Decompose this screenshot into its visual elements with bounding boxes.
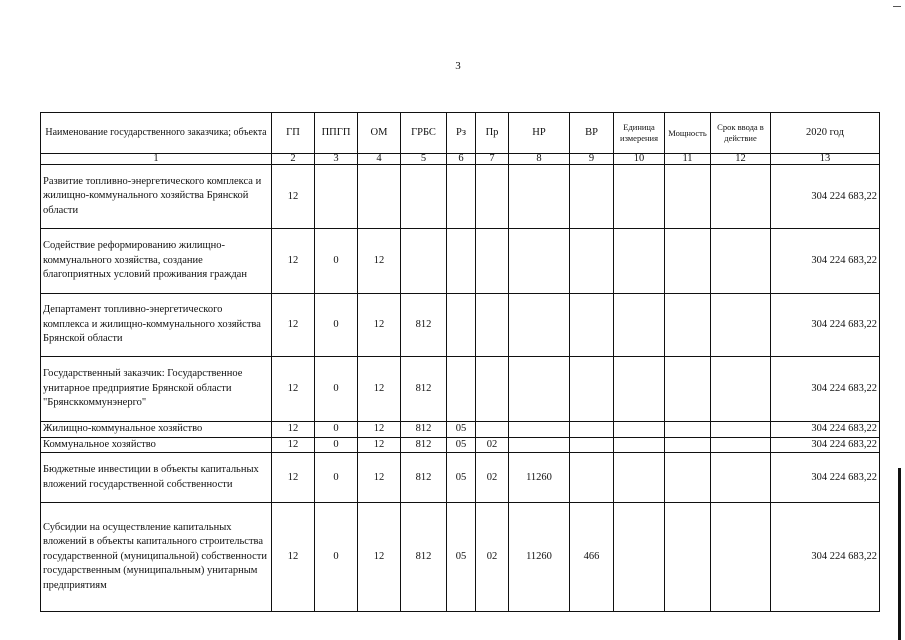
cell-capacity bbox=[665, 422, 711, 438]
column-number: 13 bbox=[771, 154, 880, 165]
cell-grbs: 812 bbox=[401, 503, 447, 612]
cell-term bbox=[711, 437, 771, 453]
cell-unit bbox=[614, 357, 665, 422]
column-number: 8 bbox=[509, 154, 570, 165]
cell-pr bbox=[476, 294, 509, 357]
row-name: Бюджетные инвестиции в объекты капитальных вложений государственной собственности bbox=[41, 453, 272, 503]
header-rz: Рз bbox=[447, 113, 476, 154]
cell-amount: 304 224 683,22 bbox=[771, 422, 880, 438]
table-row bbox=[41, 294, 880, 357]
cell-om: 12 bbox=[358, 437, 401, 453]
cell-rz bbox=[447, 294, 476, 357]
cell-amount: 304 224 683,22 bbox=[771, 357, 880, 422]
cell-amount: 304 224 683,22 bbox=[771, 453, 880, 503]
cell-grbs: 812 bbox=[401, 453, 447, 503]
cell-grbs bbox=[401, 229, 447, 294]
cell-grbs: 812 bbox=[401, 422, 447, 438]
header-vr: ВР bbox=[570, 113, 614, 154]
header-unit: Единица измерения bbox=[614, 113, 665, 154]
row-name: Субсидии на осуществление капитальных вложений в объекты капитального строительства государственной (муниципальной) собственности государственным (муниципальным) унитарным предприятиям bbox=[41, 503, 272, 612]
row-name: Развитие топливно-энергетического комплекса и жилищно-коммунального хозяйства Брянской области bbox=[41, 165, 272, 229]
cell-om: 12 bbox=[358, 453, 401, 503]
cell-capacity bbox=[665, 453, 711, 503]
cell-capacity bbox=[665, 165, 711, 229]
cell-capacity bbox=[665, 503, 711, 612]
cell-pr: 02 bbox=[476, 503, 509, 612]
scan-edge-bar bbox=[898, 468, 901, 640]
cell-term bbox=[711, 165, 771, 229]
cell-gp: 12 bbox=[272, 229, 315, 294]
cell-amount: 304 224 683,22 bbox=[771, 229, 880, 294]
table-row bbox=[41, 229, 880, 294]
cell-ppgp: 0 bbox=[315, 503, 358, 612]
cell-nr bbox=[509, 165, 570, 229]
column-number: 2 bbox=[272, 154, 315, 165]
table-row bbox=[41, 357, 880, 422]
cell-unit bbox=[614, 229, 665, 294]
row-name: Государственный заказчик: Государственное унитарное предприятие Брянской области "Брянсккоммунэнерго" bbox=[41, 357, 272, 422]
cell-vr bbox=[570, 453, 614, 503]
cell-amount: 304 224 683,22 bbox=[771, 503, 880, 612]
cell-unit bbox=[614, 294, 665, 357]
cell-pr bbox=[476, 165, 509, 229]
column-number: 7 bbox=[476, 154, 509, 165]
cell-nr: 11260 bbox=[509, 503, 570, 612]
cell-pr: 02 bbox=[476, 437, 509, 453]
header-nr: НР bbox=[509, 113, 570, 154]
cell-pr bbox=[476, 422, 509, 438]
cell-vr: 466 bbox=[570, 503, 614, 612]
cell-ppgp: 0 bbox=[315, 294, 358, 357]
cell-ppgp: 0 bbox=[315, 422, 358, 438]
cell-rz: 05 bbox=[447, 422, 476, 438]
column-number: 10 bbox=[614, 154, 665, 165]
cell-nr bbox=[509, 437, 570, 453]
header-term: Срок ввода в действие bbox=[711, 113, 771, 154]
cell-gp: 12 bbox=[272, 437, 315, 453]
column-number: 1 bbox=[41, 154, 272, 165]
cell-unit bbox=[614, 453, 665, 503]
cell-nr: 11260 bbox=[509, 453, 570, 503]
row-name: Жилищно-коммунальное хозяйство bbox=[41, 422, 272, 438]
header-om: ОМ bbox=[358, 113, 401, 154]
header-pr: Пр bbox=[476, 113, 509, 154]
cell-nr bbox=[509, 294, 570, 357]
cell-pr bbox=[476, 357, 509, 422]
row-name: Департамент топливно-энергетического комплекса и жилищно-коммунального хозяйства Брянской области bbox=[41, 294, 272, 357]
cell-vr bbox=[570, 422, 614, 438]
cell-term bbox=[711, 503, 771, 612]
cell-nr bbox=[509, 229, 570, 294]
cell-amount: 304 224 683,22 bbox=[771, 437, 880, 453]
column-number: 3 bbox=[315, 154, 358, 165]
cell-gp: 12 bbox=[272, 294, 315, 357]
scan-edge-mark bbox=[893, 6, 901, 7]
header-year: 2020 год bbox=[771, 113, 880, 154]
cell-ppgp: 0 bbox=[315, 437, 358, 453]
cell-pr bbox=[476, 229, 509, 294]
cell-rz bbox=[447, 229, 476, 294]
cell-term bbox=[711, 453, 771, 503]
cell-rz bbox=[447, 357, 476, 422]
header-ppgp: ППГП bbox=[315, 113, 358, 154]
cell-ppgp: 0 bbox=[315, 453, 358, 503]
cell-om bbox=[358, 165, 401, 229]
cell-unit bbox=[614, 165, 665, 229]
cell-gp: 12 bbox=[272, 453, 315, 503]
cell-om: 12 bbox=[358, 503, 401, 612]
column-number: 5 bbox=[401, 154, 447, 165]
table-row bbox=[41, 437, 880, 453]
row-name: Содействие реформированию жилищно-коммунального хозяйства, создание благоприятных условий проживания граждан bbox=[41, 229, 272, 294]
column-number: 9 bbox=[570, 154, 614, 165]
cell-capacity bbox=[665, 229, 711, 294]
cell-gp: 12 bbox=[272, 357, 315, 422]
cell-om: 12 bbox=[358, 294, 401, 357]
cell-term bbox=[711, 422, 771, 438]
column-number: 12 bbox=[711, 154, 771, 165]
cell-gp: 12 bbox=[272, 503, 315, 612]
cell-amount: 304 224 683,22 bbox=[771, 165, 880, 229]
cell-rz: 05 bbox=[447, 437, 476, 453]
cell-ppgp bbox=[315, 165, 358, 229]
header-row bbox=[41, 113, 880, 154]
cell-grbs: 812 bbox=[401, 357, 447, 422]
cell-gp: 12 bbox=[272, 165, 315, 229]
header-capacity: Мощность bbox=[665, 113, 711, 154]
cell-pr: 02 bbox=[476, 453, 509, 503]
cell-grbs: 812 bbox=[401, 437, 447, 453]
cell-vr bbox=[570, 165, 614, 229]
column-number: 4 bbox=[358, 154, 401, 165]
cell-gp: 12 bbox=[272, 422, 315, 438]
cell-vr bbox=[570, 437, 614, 453]
header-gp: ГП bbox=[272, 113, 315, 154]
header-name: Наименование государственного заказчика; объекта bbox=[41, 113, 272, 154]
cell-unit bbox=[614, 437, 665, 453]
cell-term bbox=[711, 357, 771, 422]
cell-nr bbox=[509, 357, 570, 422]
header-grbs: ГРБС bbox=[401, 113, 447, 154]
cell-vr bbox=[570, 294, 614, 357]
cell-capacity bbox=[665, 357, 711, 422]
cell-capacity bbox=[665, 294, 711, 357]
cell-vr bbox=[570, 357, 614, 422]
cell-grbs: 812 bbox=[401, 294, 447, 357]
cell-term bbox=[711, 229, 771, 294]
cell-term bbox=[711, 294, 771, 357]
cell-om: 12 bbox=[358, 357, 401, 422]
cell-amount: 304 224 683,22 bbox=[771, 294, 880, 357]
column-number: 6 bbox=[447, 154, 476, 165]
table-row bbox=[41, 453, 880, 503]
table-row bbox=[41, 165, 880, 229]
cell-grbs bbox=[401, 165, 447, 229]
table-row bbox=[41, 422, 880, 438]
cell-unit bbox=[614, 503, 665, 612]
cell-rz: 05 bbox=[447, 453, 476, 503]
table-row bbox=[41, 503, 880, 612]
cell-rz: 05 bbox=[447, 503, 476, 612]
cell-vr bbox=[570, 229, 614, 294]
cell-ppgp: 0 bbox=[315, 229, 358, 294]
cell-om: 12 bbox=[358, 422, 401, 438]
cell-capacity bbox=[665, 437, 711, 453]
cell-unit bbox=[614, 422, 665, 438]
cell-ppgp: 0 bbox=[315, 357, 358, 422]
column-number: 11 bbox=[665, 154, 711, 165]
page-number: 3 bbox=[455, 60, 461, 72]
cell-om: 12 bbox=[358, 229, 401, 294]
cell-rz bbox=[447, 165, 476, 229]
cell-nr bbox=[509, 422, 570, 438]
column-number-row bbox=[41, 154, 880, 165]
row-name: Коммунальное хозяйство bbox=[41, 437, 272, 453]
budget-table bbox=[40, 112, 880, 612]
